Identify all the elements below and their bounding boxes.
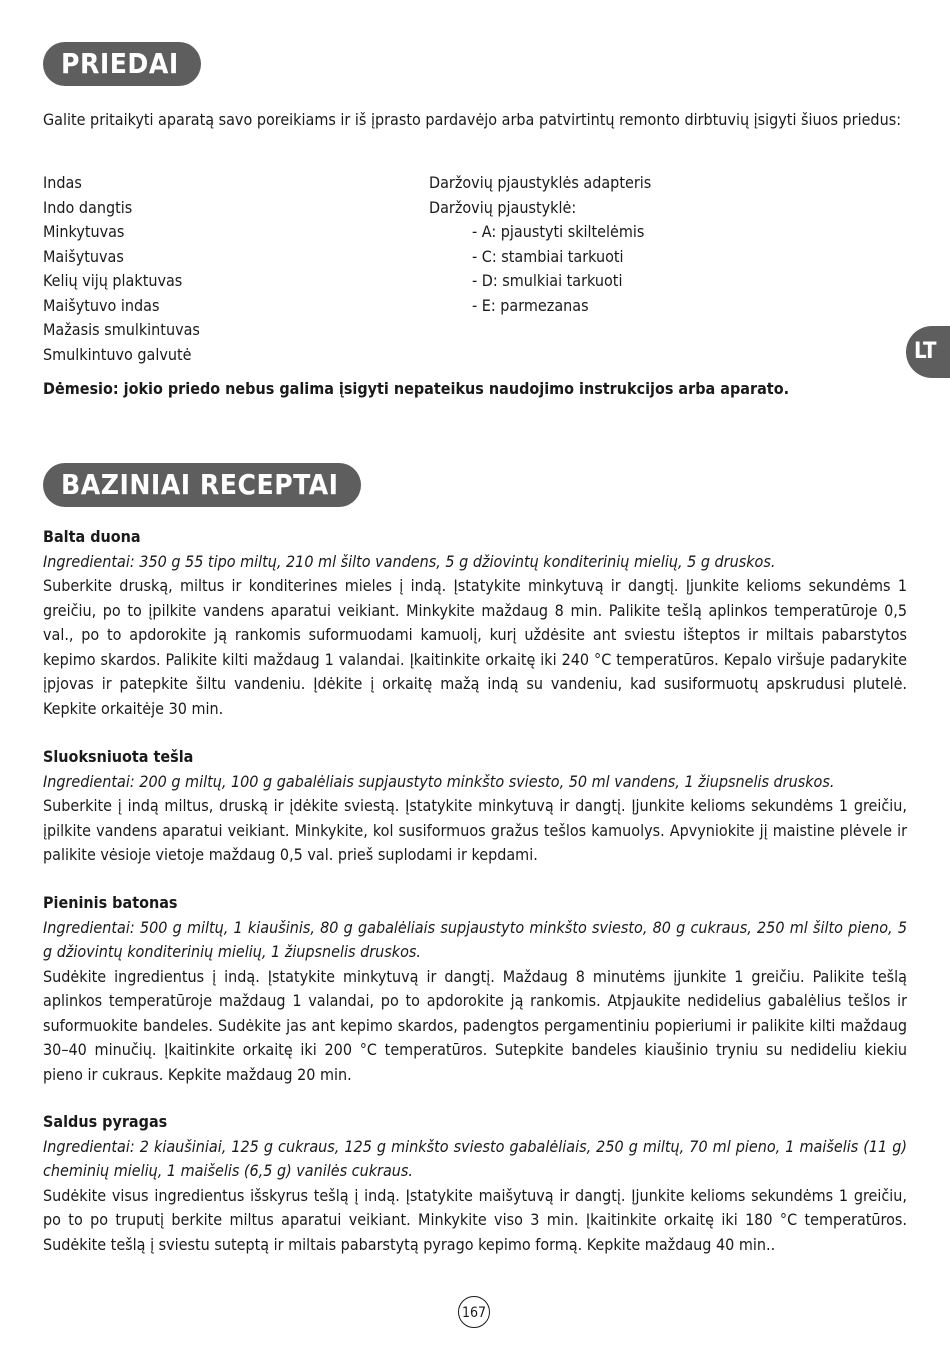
list-item: Smulkintuvo galvutė <box>43 344 192 364</box>
recipe-title: Pieninis batonas <box>43 893 178 912</box>
accessories-notice: Dėmesio: jokio priedo nebus galima įsigyti nepateikus naudojimo instrukcijos arba aparato. <box>43 379 790 398</box>
recipe-ingredients: Ingredientai: 200 g miltų, 100 g gabalėliais supjaustyto minkšto sviesto, 50 ml vandens, 1 žiupsnelis druskos. <box>43 771 835 791</box>
recipe-balta-duona <box>43 525 907 721</box>
list-subitem: - D: smulkiai tarkuoti <box>472 271 623 290</box>
list-subitem: - E: parmezanas <box>472 295 589 315</box>
accessories-list-left <box>43 171 200 367</box>
list-item: Indo dangtis <box>43 197 133 217</box>
recipe-steps: Sudėkite visus ingredientus išskyrus tešlą į indą. Įstatykite maišytuvą ir dangtį. Įjunkite kelioms sekundėms 1 greičiu, po to po truputį berkite miltus aparatui veikiant. Minkykite viso 3 min. Įkaitinkite orkaitę iki 180 °C temperatūros. Sudėkite tešlą į sviestu suteptą ir miltais pabarstytą pyrago kepimo formą. Kepkite maždaug 40 min.. <box>43 1185 907 1254</box>
recipe-steps: Sudėkite ingredientus į indą. Įstatykite minkytuvą ir dangtį. Maždaug 8 minutėms įjunkite 1 greičiu. Palikite tešlą aplinkos temperatūroje maždaug 1 valandai, po to apdorokite ją rankomis. Atpjaukite nedidelius gabalėlius tešlos ir suformuokite bandeles. Sudėkite jas ant kepimo skardos, padengtos pergamentiniu popieriumi ir palikite kilti maždaug 30–40 minučių. Įkaitinkite orkaitę iki 200 °C temperatūros. Sutepkite bandeles kiaušinio tryniu su nedideliu kiekiu pieno ir cukraus. Kepkite maždaug 20 min. <box>43 966 907 1084</box>
recipe-ingredients: Ingredientai: 350 g 55 tipo miltų, 210 ml šilto vandens, 5 g džiovintų konditerinių mielių, 5 g druskos. <box>43 551 776 571</box>
list-item: Daržovių pjaustyklė: <box>429 197 577 217</box>
recipe-title: Balta duona <box>43 527 141 546</box>
page-number: 167 <box>458 1296 490 1328</box>
list-item: Kelių vijų plaktuvas <box>43 271 183 290</box>
recipe-ingredients: Ingredientai: 2 kiaušiniai, 125 g cukraus, 125 g minkšto sviesto gabalėliais, 250 g miltų, 70 ml pieno, 1 maišelis (11 g) cheminių mielių, 1 maišelis (6,5 g) vanilės cukraus. <box>43 1136 907 1180</box>
list-item: Indas <box>43 173 82 192</box>
recipe-pieninis-batonas <box>43 891 907 1087</box>
recipe-steps: Suberkite druską, miltus ir konditerines mieles į indą. Įstatykite minkytuvą ir dangtį. Įjunkite kelioms sekundėms 1 greičiu, po to įpilkite vandens aparatui veikiant. Minkykite maždaug 8 min. Palikite tešlą aplinkos temperatūroje 0,5 val., po to apdorokite ją rankomis suformuodami kamuolį, kurį uždėsite ant sviestu išteptos ir miltais pabarstytos kepimo skardos. Palikite kilti maždaug 1 valandai. Įkaitinkite orkaitę iki 240 °C temperatūros. Kepalo viršuje padarykite įpjovas ir patepkite šiltu vandeniu. Įdėkite į orkaitę mažą indą su vandeniu, kad susiformuotų apskrudusi plutelė. Kepkite orkaitėje 30 min. <box>43 576 907 718</box>
recipe-sluoksniuota-tesla <box>43 745 907 868</box>
recipe-saldus-pyragas <box>43 1110 907 1257</box>
recipe-ingredients: Ingredientai: 500 g miltų, 1 kiaušinis, 80 g gabalėliais supjaustyto minkšto sviesto, 80 g cukraus, 250 ml šilto pieno, 5 g džiovintų konditerinių mielių, 1 žiupsnelis druskos. <box>43 917 907 961</box>
accessories-list-right <box>429 171 651 318</box>
list-subitem: - A: pjaustyti skiltelėmis <box>472 222 645 241</box>
recipes-heading: BAZINIAI RECEPTAI <box>43 463 361 507</box>
list-item: Minkytuvas <box>43 222 125 241</box>
list-item: Mažasis smulkintuvas <box>43 320 200 339</box>
language-tab: LT <box>906 326 950 378</box>
recipe-title: Saldus pyragas <box>43 1112 168 1131</box>
list-subitem: - C: stambiai tarkuoti <box>472 246 624 266</box>
accessories-intro: Galite pritaikyti aparatą savo poreikiams ir iš įprasto pardavėjo arba patvirtintų remonto dirbtuvių įsigyti šiuos priedus: <box>43 110 902 129</box>
list-item: Maišytuvo indas <box>43 295 160 315</box>
list-item: Maišytuvas <box>43 246 124 266</box>
recipe-steps: Suberkite į indą miltus, druską ir įdėkite sviestą. Įstatykite minkytuvą ir dangtį. Įjunkite kelioms sekundėms 1 greičiu, įpilkite vandens aparatui veikiant. Minkykite, kol susiformuos gražus tešlos kamuolys. Apvyniokite jį maistine plėvele ir palikite vėsioje vietoje maždaug 0,5 val. prieš suplodami ir kepdami. <box>43 796 907 864</box>
accessories-heading: PRIEDAI <box>43 42 201 86</box>
recipe-title: Sluoksniuota tešla <box>43 747 194 766</box>
list-item: Daržovių pjaustyklės adapteris <box>429 173 652 192</box>
